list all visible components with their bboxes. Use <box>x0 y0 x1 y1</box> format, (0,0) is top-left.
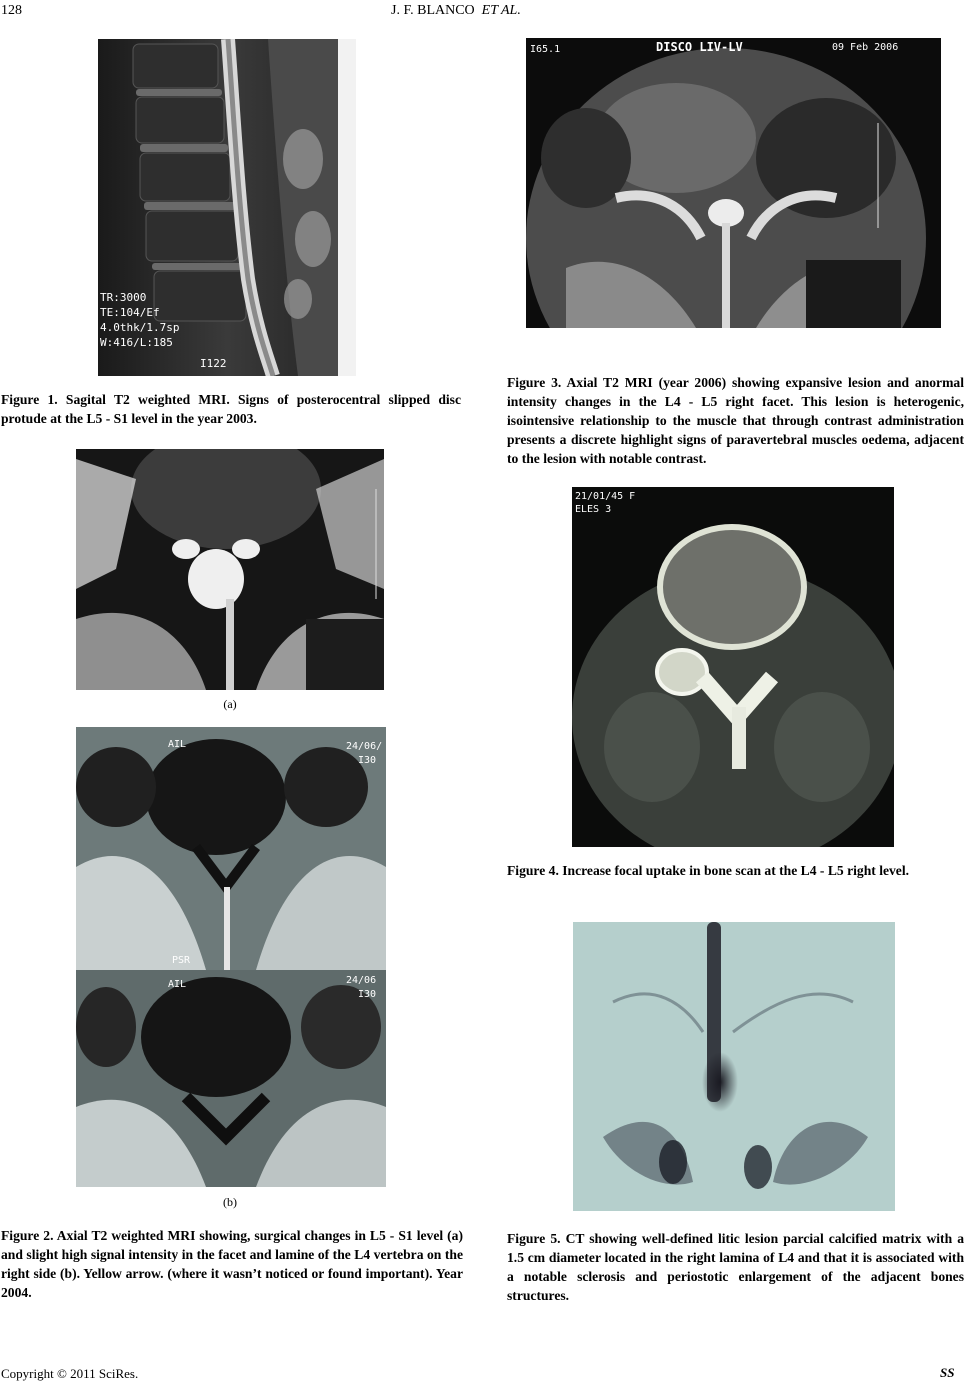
figure-2b-bottom-slice <box>76 970 386 1187</box>
page-number: 128 <box>1 3 22 18</box>
figure-3-image <box>526 38 941 328</box>
figure-2b-overlay-top-left: AIL <box>168 739 187 750</box>
figure-3-mri-axial <box>526 38 941 328</box>
figure-2b-label: (b) <box>223 1195 237 1209</box>
figure-2b-overlay-bottom-left: AIL <box>168 979 187 990</box>
figure-1-mri-sagittal <box>98 39 356 376</box>
figure-2b-overlay-mid-label: PSR <box>172 955 191 966</box>
figure-2b-image <box>76 727 386 1187</box>
figure-1-image <box>98 39 356 376</box>
running-header-etal: ET AL. <box>481 3 521 18</box>
figure-2b-overlay-top-right: 24/06/ <box>346 741 383 752</box>
figure-4-image <box>572 487 894 847</box>
figure-5-image <box>573 922 895 1211</box>
footer-journal: SS <box>940 1365 955 1380</box>
footer-copyright: Copyright © 2011 SciRes. <box>1 1366 139 1381</box>
figure-2b-overlay-bottom-right: 24/06 <box>346 975 377 986</box>
figure-2b-top-slice <box>76 727 386 970</box>
figure-1-overlay-line: W:416/L:185 <box>100 336 173 349</box>
figure-1-overlay-line: 4.0thk/1.7sp <box>100 321 180 334</box>
figure-2-caption: Figure 2. Axial T2 weighted MRI showing, surgical changes in L5 - S1 level (a) and slight high signal intensity in the facet and lamine of the L4 vertebra on the right side (b). Yellow arrow. (where it wasn’t noticed or found important). Year 2004. <box>1 1228 463 1300</box>
figure-2b-mri-axial-pair <box>76 727 386 1187</box>
figure-3-caption: Figure 3. Axial T2 MRI (year 2006) showing expansive lesion and anormal intensity changes in the L4 - L5 right facet. This lesion is heterogenic, isointensive relationship to the muscle that through contrast administration presents a discrete highlight signs of paravertebral muscles oedema, adjacent to the lesion with notable contrast. <box>507 375 964 466</box>
figure-1-caption: Figure 1. Sagital T2 weighted MRI. Signs of posterocentral slipped disc protude at the L5 - S1 level in the year 2003. <box>1 392 461 426</box>
running-header-authors: J. F. BLANCO <box>391 3 475 18</box>
figure-2a-mri-axial <box>76 449 384 690</box>
figure-1-overlay-code: I122 <box>200 357 227 370</box>
figure-2a-label: (a) <box>223 697 237 711</box>
figure-2a-image <box>76 449 384 690</box>
figure-2b-overlay-top-code: I30 <box>358 755 377 766</box>
figure-3-overlay-title: DISCO LIV-LV <box>656 40 743 54</box>
figure-3-overlay-date: 09 Feb 2006 <box>832 42 899 53</box>
figure-1-overlay-line: TR:3000 <box>100 291 147 304</box>
figure-4-caption: Figure 4. Increase focal uptake in bone scan at the L4 - L5 right level. <box>507 863 910 878</box>
figure-4-ct-axial <box>572 487 894 847</box>
running-header <box>391 3 521 19</box>
figure-1-overlay-line: TE:104/Ef <box>100 306 160 319</box>
figure-5-caption: Figure 5. CT showing well-defined litic lesion parcial calcified matrix with a 1.5 cm diameter located in the right lamina of L4 and that it is associated with a notable sclerosis and periostotic enlargement of the adjacent bones structures. <box>507 1231 964 1303</box>
figure-4-overlay-line: 21/01/45 F <box>575 491 636 502</box>
figure-5-bone-scan <box>573 922 895 1211</box>
figure-3-overlay-top-left: I65.1 <box>530 44 561 55</box>
figure-4-overlay-line: ELES 3 <box>575 504 612 515</box>
figure-2b-overlay-bottom-code: I30 <box>358 989 377 1000</box>
